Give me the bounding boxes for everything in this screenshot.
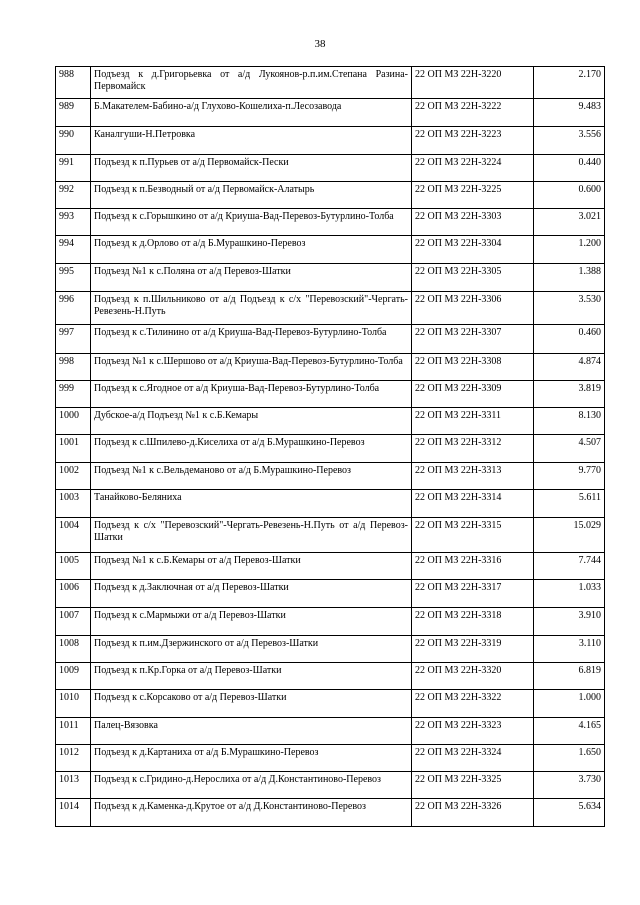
roads-table-body — [56, 67, 605, 827]
road-length-cell: 1.000 — [534, 690, 605, 718]
road-code-cell: 22 ОП МЗ 22Н-3309 — [412, 381, 534, 408]
road-code-cell: 22 ОП МЗ 22Н-3220 — [412, 67, 534, 99]
road-code-cell: 22 ОП МЗ 22Н-3314 — [412, 490, 534, 518]
road-code-cell: 22 ОП МЗ 22Н-3319 — [412, 636, 534, 663]
row-number-cell: 992 — [56, 182, 91, 209]
row-number-cell: 1007 — [56, 608, 91, 636]
table-row — [56, 690, 605, 718]
row-number-cell: 1011 — [56, 718, 91, 745]
road-name-cell: Танайково-Беляниха — [91, 490, 412, 518]
row-number-cell: 1002 — [56, 463, 91, 490]
road-code-cell: 22 ОП МЗ 22Н-3222 — [412, 99, 534, 127]
road-name-cell: Подъезд к с.Ягодное от а/д Криуша-Вад-Перевоз-Бутурлино-Толба — [91, 381, 412, 408]
table-row — [56, 408, 605, 435]
table-row — [56, 292, 605, 325]
road-name-cell: Подъезд к с.Гридино-д.Нерослиха от а/д Д.Константиново-Перевоз — [91, 772, 412, 799]
road-name-cell: Подъезд к п.Безводный от а/д Первомайск-Алатырь — [91, 182, 412, 209]
table-row — [56, 264, 605, 292]
row-number-cell: 994 — [56, 236, 91, 264]
roads-table — [55, 66, 605, 827]
road-code-cell: 22 ОП МЗ 22Н-3326 — [412, 799, 534, 827]
table-row — [56, 209, 605, 236]
road-length-cell: 5.634 — [534, 799, 605, 827]
road-length-cell: 3.730 — [534, 772, 605, 799]
table-row — [56, 608, 605, 636]
row-number-cell: 995 — [56, 264, 91, 292]
road-code-cell: 22 ОП МЗ 22Н-3308 — [412, 354, 534, 381]
row-number-cell: 1008 — [56, 636, 91, 663]
road-name-cell: Каналгуши-Н.Петровка — [91, 127, 412, 155]
row-number-cell: 1003 — [56, 490, 91, 518]
table-row — [56, 553, 605, 580]
row-number-cell: 1012 — [56, 745, 91, 772]
road-code-cell: 22 ОП МЗ 22Н-3307 — [412, 325, 534, 354]
road-code-cell: 22 ОП МЗ 22Н-3311 — [412, 408, 534, 435]
road-code-cell: 22 ОП МЗ 22Н-3323 — [412, 718, 534, 745]
road-code-cell: 22 ОП МЗ 22Н-3313 — [412, 463, 534, 490]
road-length-cell: 1.388 — [534, 264, 605, 292]
road-name-cell: Подъезд к с.Горышкино от а/д Криуша-Вад-Перевоз-Бутурлино-Толба — [91, 209, 412, 236]
row-number-cell: 1006 — [56, 580, 91, 608]
table-row — [56, 518, 605, 553]
road-code-cell: 22 ОП МЗ 22Н-3305 — [412, 264, 534, 292]
row-number-cell: 991 — [56, 155, 91, 182]
road-length-cell: 9.483 — [534, 99, 605, 127]
road-length-cell: 4.507 — [534, 435, 605, 463]
row-number-cell: 1010 — [56, 690, 91, 718]
row-number-cell: 1001 — [56, 435, 91, 463]
table-row — [56, 663, 605, 690]
row-number-cell: 1000 — [56, 408, 91, 435]
road-name-cell: Подъезд №1 к с.Шершово от а/д Криуша-Вад-Перевоз-Бутурлино-Толба — [91, 354, 412, 381]
row-number-cell: 996 — [56, 292, 91, 325]
road-length-cell: 6.819 — [534, 663, 605, 690]
road-length-cell: 15.029 — [534, 518, 605, 553]
road-length-cell: 3.556 — [534, 127, 605, 155]
road-length-cell: 3.021 — [534, 209, 605, 236]
road-length-cell: 0.600 — [534, 182, 605, 209]
road-length-cell: 1.200 — [534, 236, 605, 264]
table-row — [56, 772, 605, 799]
row-number-cell: 990 — [56, 127, 91, 155]
road-code-cell: 22 ОП МЗ 22Н-3312 — [412, 435, 534, 463]
road-length-cell: 3.910 — [534, 608, 605, 636]
table-row — [56, 236, 605, 264]
table-row — [56, 99, 605, 127]
road-length-cell: 5.611 — [534, 490, 605, 518]
road-code-cell: 22 ОП МЗ 22Н-3223 — [412, 127, 534, 155]
road-name-cell: Подъезд к д.Орлово от а/д Б.Мурашкино-Перевоз — [91, 236, 412, 264]
road-code-cell: 22 ОП МЗ 22Н-3325 — [412, 772, 534, 799]
row-number-cell: 1014 — [56, 799, 91, 827]
road-length-cell: 2.170 — [534, 67, 605, 99]
row-number-cell: 999 — [56, 381, 91, 408]
road-length-cell: 3.110 — [534, 636, 605, 663]
table-row — [56, 381, 605, 408]
road-code-cell: 22 ОП МЗ 22Н-3318 — [412, 608, 534, 636]
page-number: 38 — [314, 38, 326, 50]
road-code-cell: 22 ОП МЗ 22Н-3315 — [412, 518, 534, 553]
table-row — [56, 745, 605, 772]
road-name-cell: Подъезд к д.Картаниха от а/д Б.Мурашкино-Перевоз — [91, 745, 412, 772]
table-row — [56, 463, 605, 490]
row-number-cell: 998 — [56, 354, 91, 381]
road-length-cell: 7.744 — [534, 553, 605, 580]
road-name-cell: Подъезд к п.Пурьев от а/д Первомайск-Пески — [91, 155, 412, 182]
road-name-cell: Палец-Вязовка — [91, 718, 412, 745]
road-length-cell: 1.033 — [534, 580, 605, 608]
road-name-cell: Подъезд к д.Заключная от а/д Перевоз-Шатки — [91, 580, 412, 608]
road-name-cell: Подъезд №1 к с.Поляна от а/д Перевоз-Шатки — [91, 264, 412, 292]
road-length-cell: 4.165 — [534, 718, 605, 745]
table-row — [56, 799, 605, 827]
road-name-cell: Подъезд к с/х "Перевозский"-Чергать-Ревезень-Н.Путь от а/д Перевоз-Шатки — [91, 518, 412, 553]
road-length-cell: 1.650 — [534, 745, 605, 772]
road-name-cell: Б.Макателем-Бабино-а/д Глухово-Кошелиха-п.Лесозавода — [91, 99, 412, 127]
road-code-cell: 22 ОП МЗ 22Н-3306 — [412, 292, 534, 325]
road-code-cell: 22 ОП МЗ 22Н-3303 — [412, 209, 534, 236]
road-length-cell: 9.770 — [534, 463, 605, 490]
table-row — [56, 435, 605, 463]
road-name-cell: Подъезд к п.Шильниково от а/д Подъезд к с/х "Перевозский"-Чергать-Ревезень-Н.Путь — [91, 292, 412, 325]
road-code-cell: 22 ОП МЗ 22Н-3316 — [412, 553, 534, 580]
table-row — [56, 490, 605, 518]
table-row — [56, 354, 605, 381]
row-number-cell: 997 — [56, 325, 91, 354]
table-row — [56, 155, 605, 182]
table-row — [56, 718, 605, 745]
table-row — [56, 325, 605, 354]
road-code-cell: 22 ОП МЗ 22Н-3322 — [412, 690, 534, 718]
road-length-cell: 8.130 — [534, 408, 605, 435]
road-length-cell: 3.819 — [534, 381, 605, 408]
road-name-cell: Подъезд №1 к с.Б.Кемары от а/д Перевоз-Шатки — [91, 553, 412, 580]
row-number-cell: 1004 — [56, 518, 91, 553]
road-name-cell: Подъезд к д.Григорьевка от а/д Лукоянов-р.п.им.Степана Разина-Первомайск — [91, 67, 412, 99]
row-number-cell: 1009 — [56, 663, 91, 690]
row-number-cell: 989 — [56, 99, 91, 127]
table-row — [56, 67, 605, 99]
road-length-cell: 0.460 — [534, 325, 605, 354]
row-number-cell: 1005 — [56, 553, 91, 580]
road-name-cell: Подъезд к с.Тилинино от а/д Криуша-Вад-Перевоз-Бутурлино-Толба — [91, 325, 412, 354]
road-code-cell: 22 ОП МЗ 22Н-3320 — [412, 663, 534, 690]
road-name-cell: Подъезд №1 к с.Вельдеманово от а/д Б.Мурашкино-Перевоз — [91, 463, 412, 490]
road-length-cell: 4.874 — [534, 354, 605, 381]
road-code-cell: 22 ОП МЗ 22Н-3304 — [412, 236, 534, 264]
road-code-cell: 22 ОП МЗ 22Н-3224 — [412, 155, 534, 182]
row-number-cell: 1013 — [56, 772, 91, 799]
row-number-cell: 993 — [56, 209, 91, 236]
road-code-cell: 22 ОП МЗ 22Н-3317 — [412, 580, 534, 608]
road-name-cell: Подъезд к с.Шпилево-д.Киселиха от а/д Б.Мурашкино-Перевоз — [91, 435, 412, 463]
road-name-cell: Дубское-а/д Подъезд №1 к с.Б.Кемары — [91, 408, 412, 435]
table-row — [56, 182, 605, 209]
table-row — [56, 636, 605, 663]
road-name-cell: Подъезд к п.им.Дзержинского от а/д Перевоз-Шатки — [91, 636, 412, 663]
road-code-cell: 22 ОП МЗ 22Н-3324 — [412, 745, 534, 772]
table-row — [56, 580, 605, 608]
road-code-cell: 22 ОП МЗ 22Н-3225 — [412, 182, 534, 209]
road-name-cell: Подъезд к с.Корсаково от а/д Перевоз-Шатки — [91, 690, 412, 718]
road-length-cell: 3.530 — [534, 292, 605, 325]
table-row — [56, 127, 605, 155]
road-name-cell: Подъезд к п.Кр.Горка от а/д Перевоз-Шатки — [91, 663, 412, 690]
road-name-cell: Подъезд к д.Каменка-д.Крутое от а/д Д.Константиново-Перевоз — [91, 799, 412, 827]
road-name-cell: Подъезд к с.Мармыжи от а/д Перевоз-Шатки — [91, 608, 412, 636]
row-number-cell: 988 — [56, 67, 91, 99]
road-length-cell: 0.440 — [534, 155, 605, 182]
